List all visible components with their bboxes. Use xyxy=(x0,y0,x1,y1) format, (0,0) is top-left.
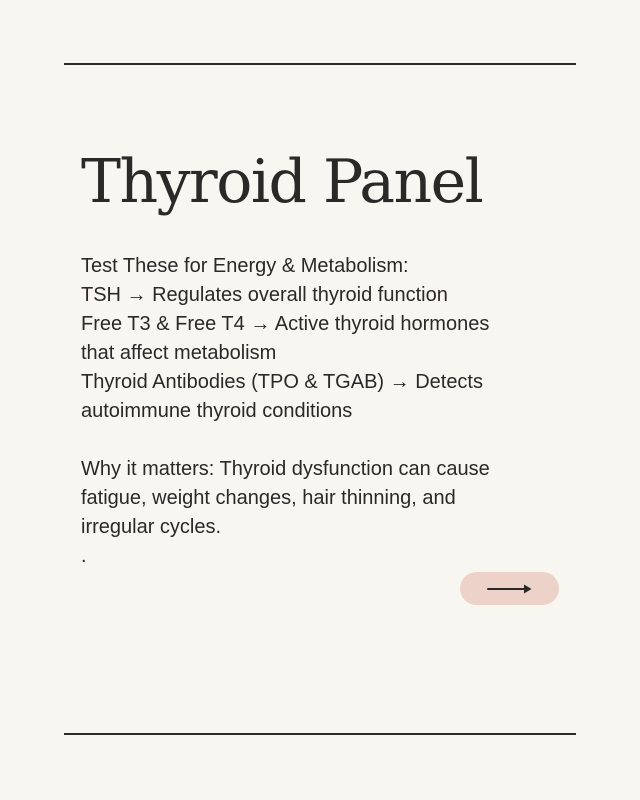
trailing-dot: . xyxy=(81,545,87,567)
page-title: Thyroid Panel xyxy=(81,147,483,217)
test-line-free-t3-t4-continued: that affect metabolism xyxy=(81,342,277,364)
test-line-tsh: TSH → Regulates overall thyroid function xyxy=(81,284,448,306)
tests-heading: Test These for Energy & Metabolism: xyxy=(81,255,409,277)
test-line-antibodies-continued: autoimmune thyroid conditions xyxy=(81,400,353,422)
why-line-2: fatigue, weight changes, hair thinning, and xyxy=(81,487,456,509)
paragraph-gap xyxy=(81,426,581,455)
body-text xyxy=(81,252,581,571)
top-divider xyxy=(64,63,576,65)
test-line-antibodies: Thyroid Antibodies (TPO & TGAB) → Detects xyxy=(81,371,483,393)
why-line-1: Why it matters: Thyroid dysfunction can cause xyxy=(81,458,490,480)
next-slide-button[interactable] xyxy=(460,572,559,605)
arrow-right-icon xyxy=(486,582,534,596)
test-line-free-t3-t4: Free T3 & Free T4 → Active thyroid hormones xyxy=(81,313,490,335)
why-line-3: irregular cycles. xyxy=(81,516,222,538)
bottom-divider xyxy=(64,733,576,735)
